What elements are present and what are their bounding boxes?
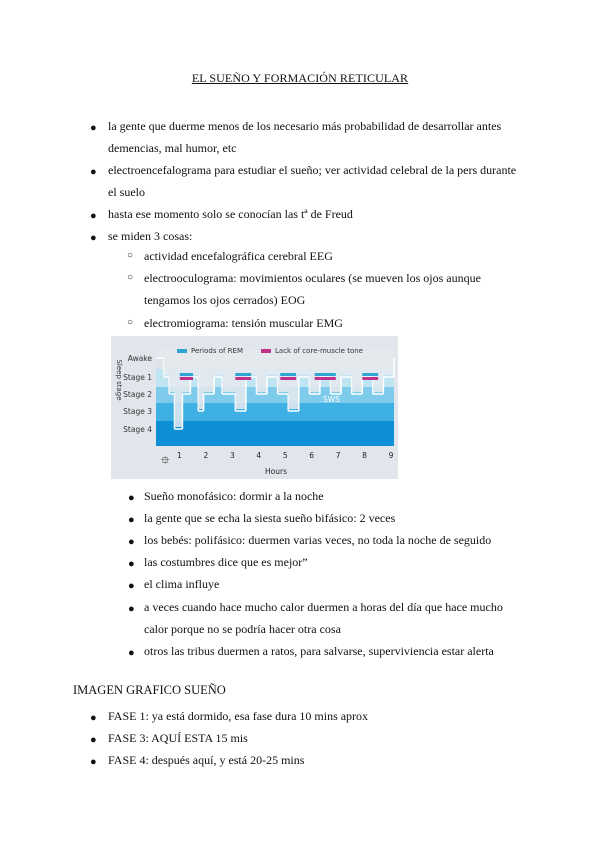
hypnogram-segment (373, 350, 384, 392)
bullet-icon: ● (90, 734, 97, 746)
y-axis-title: Sleep stage (115, 359, 123, 401)
circle-bullet-icon: ○ (127, 317, 134, 328)
sws-annotation: SWS (323, 395, 340, 404)
document-title: EL SUEÑO Y FORMACIÓN RETICULAR (191, 71, 409, 85)
hypnogram-svg (111, 336, 398, 479)
list-item (144, 596, 528, 640)
y-category-label: Stage 3 (123, 407, 152, 416)
section-heading: IMAGEN GRAFICO SUEÑO (73, 683, 226, 697)
sleep-stage-chart (111, 336, 398, 479)
bullet-icon: ● (128, 514, 135, 526)
hypnogram-segment (156, 350, 164, 356)
list-item-line: demencias, mal humor, etc (108, 141, 237, 155)
list-item: las costumbres dice que es mejor” (144, 555, 308, 569)
x-tick-label: 2 (203, 451, 209, 460)
bullet-icon: ● (90, 756, 97, 768)
bullet-icon: ● (128, 580, 135, 592)
legend-label: Lack of core-muscle tone (275, 347, 363, 355)
hypnogram-segment (222, 350, 235, 392)
legend-swatch-muscle (261, 349, 271, 353)
hypnogram-segment (246, 350, 257, 375)
list-item: el clima influye (144, 577, 220, 591)
list-item-line: el suelo (108, 185, 145, 199)
y-category-label: Stage 2 (123, 390, 152, 399)
x-tick-label: 3 (229, 451, 235, 460)
list-item: hasta ese momento solo se conocían las tª de Freud (108, 207, 353, 221)
muscle-tone-bar (280, 377, 296, 380)
sub-list-item: actividad encefalográfica cerebral EEG (144, 249, 333, 263)
rem-period-bar (362, 373, 378, 376)
hypnogram-segment (331, 350, 342, 392)
list-item-line: calor porque no se podría hacer otra cosa (144, 622, 341, 636)
list-item: la gente que se echa la siesta sueño bifásico: 2 veces (144, 511, 396, 525)
rem-period-bar (280, 373, 296, 376)
circle-bullet-icon: ○ (127, 250, 134, 261)
hypnogram-segment (198, 350, 203, 409)
hypnogram-segment (362, 350, 373, 375)
list-item: se miden 3 cosas: (108, 229, 193, 243)
legend-label: Periods of REM (191, 347, 243, 355)
bullet-icon: ● (128, 647, 135, 659)
hypnogram-segment (169, 350, 174, 392)
hypnogram-segment (182, 350, 190, 392)
y-category-label: Stage 1 (123, 373, 152, 382)
hypnogram-segment (278, 350, 289, 392)
hypnogram-segment (309, 350, 320, 392)
list-item (108, 115, 528, 159)
list-item-line: la gente que duerme menos de los necesario más probabilidad de desarrollar antes (108, 119, 502, 133)
x-tick-label: 1 (177, 451, 182, 460)
bullet-icon: ● (128, 603, 135, 615)
bullet-icon: ● (90, 712, 97, 724)
list-item-line: electroencefalograma para estudiar el sueño; ver actividad celebral de la pers durante (108, 163, 517, 177)
hypnogram-segment (204, 350, 215, 392)
list-item: FASE 1: ya está dormido, esa fase dura 10 mins aprox (108, 709, 369, 723)
bullet-icon: ● (90, 122, 97, 134)
hypnogram-segment (164, 350, 169, 375)
list-item: otros las tribus duermen a ratos, para salvarse, superviviencia estar alerta (144, 644, 494, 658)
y-category-label: Awake (127, 354, 152, 363)
muscle-tone-bar (180, 377, 193, 380)
rem-period-bar (180, 373, 193, 376)
list-item-line: electrooculograma: movimientos oculares (se mueven los ojos aunque (144, 271, 481, 285)
circle-bullet-icon: ○ (127, 272, 134, 283)
list-item: Sueño monofásico: dormir a la noche (144, 489, 324, 503)
x-tick-label: 7 (335, 451, 341, 460)
hypnogram-segment (256, 350, 267, 392)
bullet-icon: ● (128, 492, 135, 504)
x-tick-label: 9 (388, 451, 394, 460)
y-category-label: Stage 4 (123, 425, 152, 434)
rem-period-bar (235, 373, 251, 376)
x-tick-label: 5 (282, 451, 288, 460)
legend-swatch-rem (177, 349, 187, 353)
list-item (108, 159, 528, 203)
bullet-icon: ● (90, 166, 97, 178)
hypnogram-segment (352, 350, 363, 392)
cursor-icon: ⯐ (161, 454, 170, 467)
bullet-icon: ● (90, 210, 97, 222)
bullet-icon: ● (90, 232, 97, 244)
list-item: los bebés: polifásico: duermen varias veces, no toda la noche de seguido (144, 533, 492, 547)
x-tick-label: 4 (256, 451, 262, 460)
x-tick-label: 8 (362, 451, 367, 460)
list-item-line: tengamos los ojos cerrados) EOG (144, 293, 306, 307)
hypnogram-segment (175, 350, 183, 427)
x-tick-label: 6 (309, 451, 315, 460)
rem-period-bar (315, 373, 336, 376)
list-item-line: a veces cuando hace mucho calor duermen a horas del día que hace mucho (144, 600, 503, 614)
muscle-tone-bar (315, 377, 336, 380)
stage-band (156, 403, 394, 421)
bullet-icon: ● (128, 536, 135, 548)
stage-band (156, 421, 394, 446)
list-item: FASE 4: después aquí, y está 20-25 mins (108, 753, 305, 767)
muscle-tone-bar (362, 377, 378, 380)
sub-list-item: electromiograma: tensión muscular EMG (144, 316, 343, 330)
hypnogram-segment (383, 350, 394, 375)
sub-list-item (144, 267, 528, 311)
list-item: FASE 3: AQUÍ ESTA 15 mis (108, 731, 248, 745)
x-axis-title: Hours (265, 467, 287, 476)
bullet-icon: ● (128, 558, 135, 570)
muscle-tone-bar (235, 377, 251, 380)
